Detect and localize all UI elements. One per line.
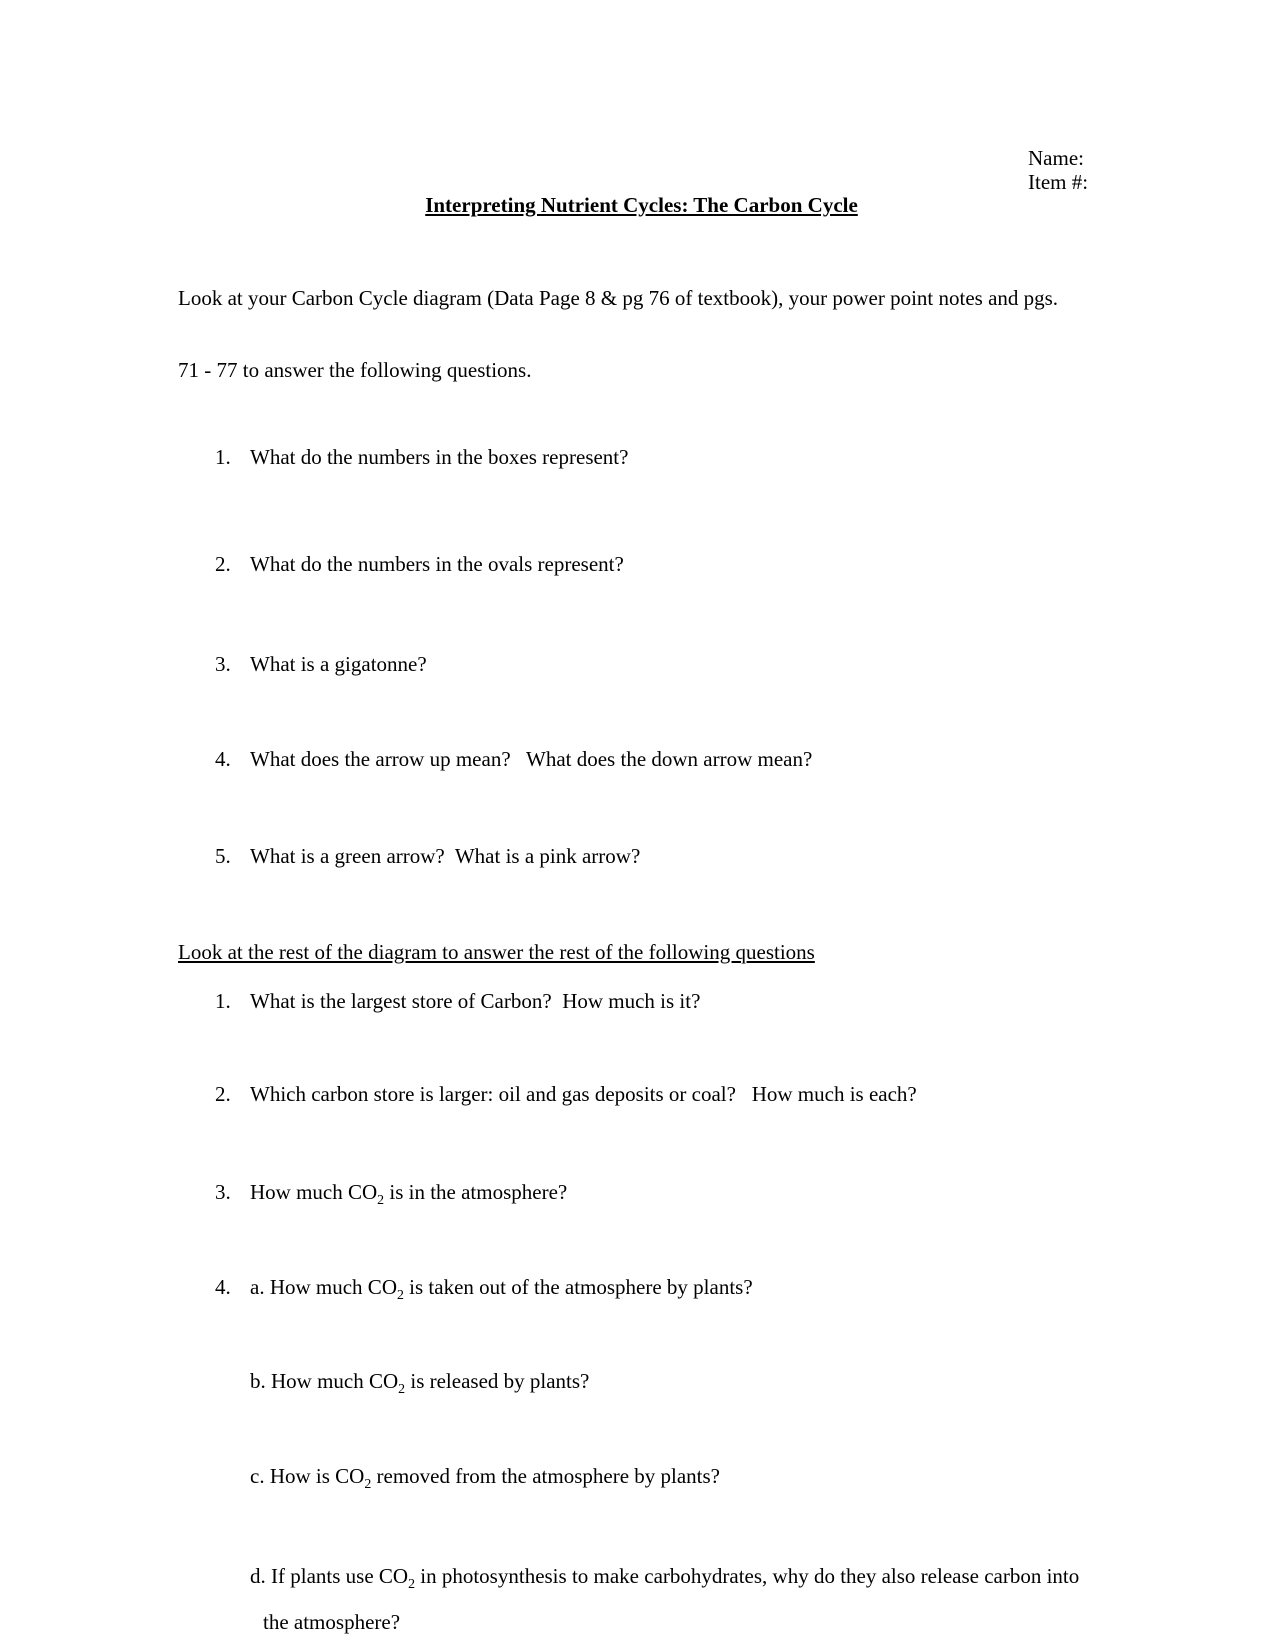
question-number: 4. [215, 1275, 231, 1299]
question-text: How much $CO_2$ is in the atmosphere? [250, 1180, 568, 1208]
question-text: What do the numbers in the boxes represent? [250, 445, 629, 469]
question-number: 2. [215, 1082, 231, 1106]
co2-subscript: 2 [364, 1476, 372, 1492]
question-item-5 [215, 844, 1105, 868]
co2-subscript: 2 [398, 1381, 406, 1397]
question-item-3 [215, 652, 1105, 676]
item-number-label: Item #: [1028, 170, 1089, 194]
subquestion-4d-line1: d. If plants use $CO_2$ in photosynthesis to make carbohydrates, why do they also release carbon into [250, 1564, 1080, 1592]
question-item-s2-2 [215, 1082, 1105, 1106]
question-text: What is a gigatonne? [250, 652, 427, 676]
question-text: Which carbon store is larger: oil and gas deposits or coal? How much is each? [250, 1082, 917, 1106]
subquestion-4d [250, 1564, 1079, 1634]
header-block [1028, 146, 1088, 194]
question-text: What is a green arrow? What is a pink arrow? [250, 844, 641, 868]
subquestion-4d-line2: the atmosphere? [263, 1610, 401, 1634]
question-number: 5. [215, 844, 231, 868]
question-number: 2. [215, 552, 231, 576]
question-number: 4. [215, 747, 231, 771]
intro-line-2: 71 - 77 to answer the following questions. [178, 358, 532, 382]
question-item-4 [215, 747, 1105, 771]
intro-paragraph [178, 238, 1105, 430]
question-text: What do the numbers in the ovals represent? [250, 552, 624, 576]
question-number: 1. [215, 989, 231, 1013]
question-item-s2-1 [215, 989, 1105, 1013]
co2-subscript: 2 [408, 1576, 416, 1592]
question-item-1 [215, 445, 1105, 469]
name-label: Name: [1028, 146, 1084, 170]
question-text: What is the largest store of Carbon? How much is it? [250, 989, 701, 1013]
subquestion-4a: a. How much $CO_2$ is taken out of the atmosphere by plants? [250, 1275, 753, 1303]
co2-subscript: 2 [396, 1287, 404, 1303]
question-number: 1. [215, 445, 231, 469]
question-item-2 [215, 552, 1105, 576]
question-text: What does the arrow up mean? What does the down arrow mean? [250, 747, 813, 771]
question-number: 3. [215, 652, 231, 676]
section1-question-list [178, 445, 1105, 868]
subquestion-4b: b. How much $CO_2$ is released by plants? [250, 1369, 590, 1397]
co2-subscript: 2 [377, 1192, 385, 1208]
question-item-s2-3 [215, 1180, 1105, 1208]
section2-heading: Look at the rest of the diagram to answer the rest of the following questions [178, 940, 815, 964]
question-4-subparts [250, 1275, 1079, 1634]
page-title: Interpreting Nutrient Cycles: The Carbon Cycle [425, 193, 858, 217]
intro-line-1: Look at your Carbon Cycle diagram (Data Page 8 & pg 76 of textbook), your power point notes and pgs. [178, 286, 1059, 310]
question-number: 3. [215, 1180, 231, 1204]
section2-question-list [178, 989, 1105, 1634]
question-item-s2-4 [215, 1275, 1105, 1634]
subquestion-4c: c. How is $CO_2$ removed from the atmosphere by plants? [250, 1464, 721, 1492]
